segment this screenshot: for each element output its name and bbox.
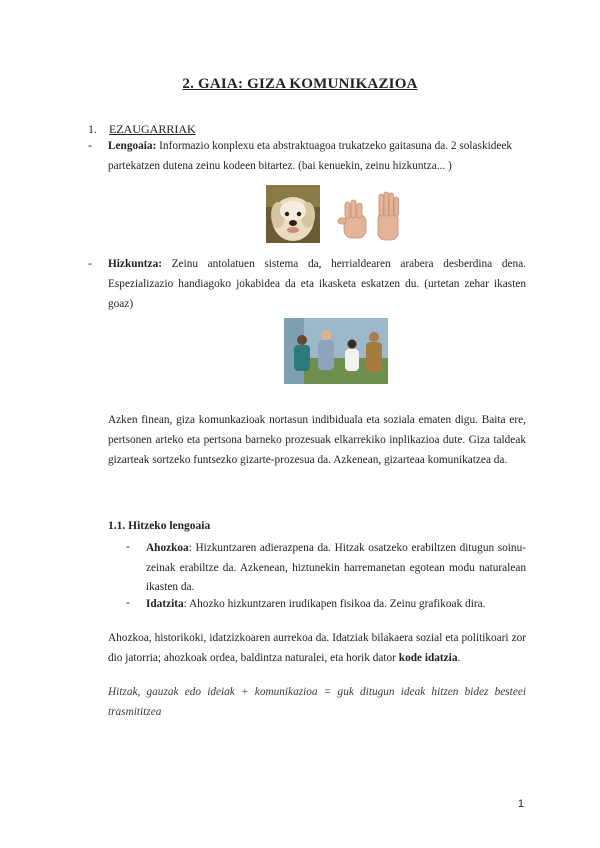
ahozkoa-bullet (146, 539, 526, 598)
page-number: 1 (517, 798, 524, 810)
lengoaia-term: Lengoaia: (108, 140, 157, 152)
section-heading-ezaugarriak (88, 122, 196, 137)
lengoaia-text: Informazio konplexu eta abstraktuagoa trukatzeko gaitasuna da. 2 solaskideek partekatzen dutena zeinu kodeen bitartez. (bai kenuekin, zeinu hizkuntza... ) (108, 140, 513, 172)
idatzita-term: Idatzita (146, 598, 184, 610)
history-end: . (457, 652, 461, 664)
sign-language-hands-image (334, 190, 404, 244)
dog-photo (266, 185, 320, 243)
ahozkoa-text: : Hizkuntzaren adierazpena da. Hitzak osatzeko erabiltzen ditugun soinu-zeinak erabiltze da. Azkenean, hiztunekin harremanetan egotean modu naturalean ikasten da. (146, 542, 526, 593)
bullet-dash: - (126, 541, 130, 553)
bullet-dash: - (126, 597, 130, 609)
bullet-dash: - (88, 256, 92, 270)
section-label: EZAUGARRIAK (109, 122, 196, 136)
subsection-heading: 1.1. Hitzeko lengoaia (108, 520, 211, 532)
summary-paragraph: Azken finean, giza komunkazioak nortasun indibiduala eta soziala ematen digu. Baita ere, pertsonen arteko eta pertsona barneko prozesuak elkarrekiko inplikazioa dute. Giza taldeak gizarteak sortzeko funtsezko gizarte-prozesua da. Azkenean, gizarteaa komunikatzea da. (108, 414, 526, 466)
bullet-dash: - (88, 138, 92, 152)
idatzita-bullet (146, 595, 526, 615)
hizkuntza-bullet (108, 254, 526, 314)
kode-idatzia-term: kode idatzia (398, 652, 458, 664)
history-text: Ahozkoa, historikoki, idatzizkoaren aurrekoa da. Idatziak bilakaera sozial eta politikoari zor dio jatorria; ahozkoak ordea, baldintza naturalei, eta horik dator (108, 632, 526, 664)
hizkuntza-term: Hizkuntza: (108, 258, 162, 270)
idatzita-text: : Ahozko hizkuntzaren irudikapen fisikoa da. Zeinu grafikoak dira. (183, 598, 486, 610)
group-of-people-photo (284, 318, 388, 384)
ahozkoa-term: Ahozkoa (146, 542, 189, 554)
definition-paragraph: Hitzak, gauzak edo ideiak + komunikazioa = guk ditugun ideak hitzen bidez besteei trasmititzea (108, 686, 526, 718)
hizkuntza-text: Zeinu antolatuen sistema da, herrialdearen arabera desberdina dena. Espezializazio handiagoko jokabidea da eta ikasketa eskatzen du. (urtetan zehar ikasten goaz) (108, 258, 526, 310)
history-paragraph (108, 628, 526, 668)
lengoaia-bullet (108, 136, 526, 176)
section-number: 1. (88, 122, 97, 136)
page-title: 2. GAIA: GIZA KOMUNIKAZIOA (182, 76, 418, 92)
